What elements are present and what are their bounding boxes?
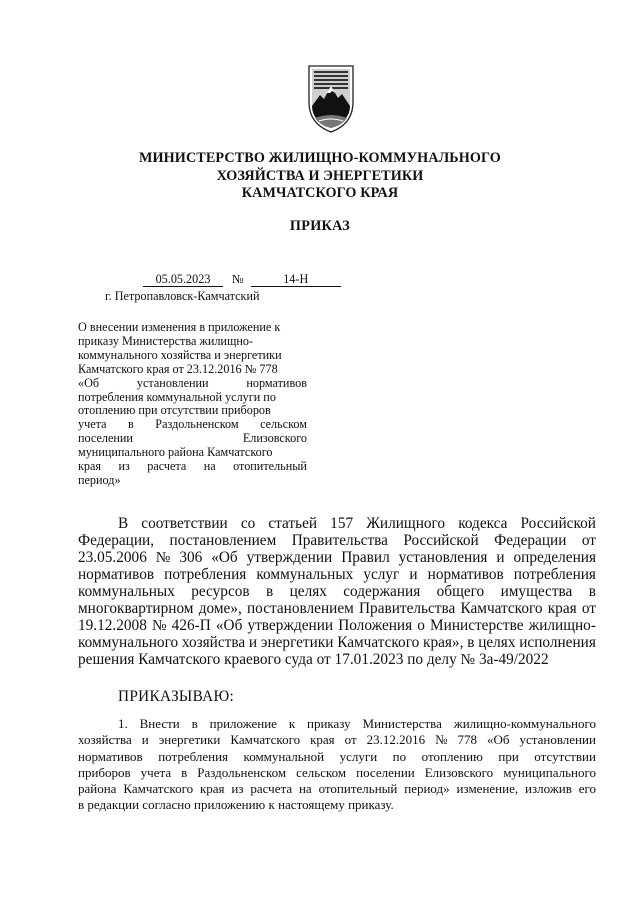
- word: период»: [404, 781, 450, 797]
- word: утверждении: [246, 549, 333, 566]
- word: 778: [457, 732, 478, 748]
- word: целях: [478, 634, 516, 651]
- word: расчета: [250, 781, 293, 797]
- subject-line: приказу Министерства жилищно-: [78, 333, 254, 348]
- word: №: [435, 732, 448, 748]
- word: из: [118, 459, 130, 474]
- word: со: [240, 515, 256, 532]
- subject-line: муниципального района Камчатского: [78, 445, 273, 460]
- word: установления: [398, 549, 488, 566]
- word: определения: [513, 549, 596, 566]
- subject-line: Камчатского края от 23.12.2016 № 778: [78, 361, 278, 376]
- word: и: [496, 549, 505, 566]
- word: и: [141, 732, 149, 748]
- preamble-line: [78, 566, 596, 583]
- word: «Об: [487, 732, 510, 748]
- word: энергетики: [158, 732, 221, 748]
- word: учета: [140, 764, 172, 780]
- word: 426-П: [171, 617, 211, 634]
- item-line: [78, 765, 596, 781]
- word: целях: [289, 583, 327, 600]
- word: приложение: [209, 716, 277, 731]
- word: Камчатского: [123, 781, 194, 797]
- word: коммунальной: [243, 748, 325, 764]
- subject-line: О внесении изменения в приложение к: [78, 320, 281, 334]
- word: приборов: [78, 764, 131, 780]
- word: муниципального: [503, 764, 596, 780]
- word: его: [578, 781, 596, 797]
- word: поселении: [356, 764, 415, 780]
- word: Камчатского: [337, 634, 420, 651]
- word: Федерации: [494, 532, 567, 549]
- word: изменение,: [456, 781, 519, 797]
- word: нормативов: [78, 748, 143, 764]
- word: в: [191, 716, 198, 731]
- subject-line: [78, 377, 307, 391]
- word: 306: [179, 549, 203, 566]
- word: при: [498, 748, 519, 764]
- word: о: [417, 617, 425, 634]
- word: и: [248, 634, 258, 651]
- preamble-line: [78, 617, 596, 634]
- word: №: [155, 549, 171, 566]
- word: Елизовского: [424, 764, 494, 780]
- word: Российской: [520, 515, 596, 532]
- order-city: г. Петропавловск-Камчатский: [105, 289, 260, 303]
- word: «Об: [211, 549, 238, 566]
- word: постановлением: [247, 600, 354, 617]
- word: 23.12.2016: [366, 732, 426, 748]
- subject-line: потребления коммунальной услуги по: [78, 389, 276, 404]
- word: коммунального: [78, 634, 179, 651]
- word: Положения: [338, 617, 413, 634]
- word: содержания: [343, 583, 421, 600]
- word: Федерации,: [78, 532, 155, 549]
- word: нормативов: [78, 566, 155, 583]
- word: соответствии: [141, 515, 228, 532]
- subject-line: [78, 460, 307, 474]
- subject-line: [78, 418, 307, 432]
- word: Камчатского: [230, 732, 301, 748]
- item-line: [78, 732, 596, 748]
- ministry-name-line: ХОЗЯЙСТВА И ЭНЕРГЕТИКИ: [216, 167, 424, 184]
- number-sign: №: [232, 272, 244, 286]
- word: из: [231, 781, 244, 797]
- subject-line: отоплению при отсутствии приборов: [78, 403, 271, 418]
- word: установлении: [136, 375, 209, 390]
- word: на: [203, 459, 216, 474]
- word: кодекса: [458, 515, 508, 532]
- ministry-name: [0, 150, 640, 203]
- word: от: [581, 600, 596, 617]
- word: услуги: [339, 748, 378, 764]
- item-line: [78, 781, 596, 797]
- word: потребления: [513, 566, 596, 583]
- subject-line: [78, 432, 307, 446]
- word: имущества: [500, 583, 573, 600]
- word: Жилищного: [366, 515, 446, 532]
- word: общего: [436, 583, 485, 600]
- word: жилищно-коммунального: [453, 716, 596, 731]
- item-line: в редакции согласно приложению к настоящему приказу.: [78, 797, 394, 813]
- word: ресурсов: [191, 583, 250, 600]
- word: в: [467, 634, 475, 651]
- word: от: [581, 532, 596, 549]
- preamble-line: [78, 583, 596, 600]
- word: Раздольненском: [197, 764, 287, 780]
- word: №: [151, 617, 167, 634]
- ministry-name-line: КАМЧАТСКОГО КРАЯ: [241, 185, 399, 201]
- word: и: [409, 566, 418, 583]
- word: услуг: [363, 566, 400, 583]
- item-line: [78, 716, 596, 732]
- word: по: [392, 748, 407, 764]
- word: Министерства: [362, 716, 442, 731]
- word: Раздольненском: [155, 417, 239, 432]
- word: отсутствии: [534, 748, 596, 764]
- word: доме»,: [198, 600, 242, 617]
- word: хозяйства: [78, 732, 132, 748]
- word: нормативов: [246, 375, 307, 390]
- word: района: [78, 781, 117, 797]
- order-meta: [100, 271, 341, 304]
- word: «Об: [215, 617, 243, 634]
- word: отопительный: [318, 781, 398, 797]
- word: поселении: [78, 431, 133, 446]
- word: Камчатского: [460, 600, 543, 617]
- subject-line: период»: [78, 472, 121, 487]
- word: Правительства: [291, 532, 388, 549]
- word: постановлением: [169, 532, 277, 549]
- word: к: [288, 716, 296, 731]
- word: нормативов: [427, 566, 504, 583]
- word: статьей: [268, 515, 318, 532]
- word: края: [310, 732, 335, 748]
- order-item-1: [78, 716, 596, 814]
- word: Российской: [403, 532, 479, 549]
- word: установлении: [519, 732, 596, 748]
- word: хозяйства: [181, 634, 246, 651]
- word: учета: [78, 417, 107, 432]
- word: «Об: [78, 375, 100, 390]
- word: многоквартирном: [78, 600, 194, 617]
- word: 1.: [118, 716, 128, 731]
- word: В: [118, 515, 129, 532]
- word: сельском: [260, 417, 307, 432]
- word: жилищно-: [528, 617, 596, 634]
- word: в: [128, 417, 134, 432]
- word: изложив: [525, 781, 572, 797]
- word: в: [588, 583, 596, 600]
- word: на: [298, 781, 312, 797]
- word: утверждении: [247, 617, 334, 634]
- word: в: [265, 583, 274, 600]
- ministry-name-line: МИНИСТЕРСТВО ЖИЛИЩНО-КОММУНАЛЬНОГО: [139, 150, 501, 166]
- preamble-line: [78, 600, 596, 617]
- order-subject: [78, 321, 307, 488]
- word: Правительства: [359, 600, 456, 617]
- word: энергетики: [260, 634, 334, 651]
- word: коммунальных: [78, 583, 175, 600]
- preamble-line: [78, 532, 596, 549]
- order-date: 05.05.2023: [143, 273, 223, 287]
- preamble-line: [78, 634, 596, 651]
- word: Правил: [341, 549, 390, 566]
- preamble-line: [78, 549, 596, 566]
- kamchatka-coat-of-arms-icon: [305, 62, 357, 134]
- subject-line: коммунального хозяйства и энергетики: [78, 347, 282, 362]
- word: 23.05.2006: [78, 549, 147, 566]
- word: Министерстве: [430, 617, 524, 634]
- word: 19.12.2008: [78, 617, 147, 634]
- word: края: [547, 600, 577, 617]
- word: сельском: [296, 764, 347, 780]
- word: потребления: [158, 748, 229, 764]
- word: Внести: [139, 716, 180, 731]
- word: от: [344, 732, 357, 748]
- preamble-paragraph: [78, 515, 596, 668]
- word: Елизовского: [242, 431, 307, 446]
- word: отопительный: [233, 459, 307, 474]
- word: края: [199, 781, 225, 797]
- document-type-title: ПРИКАЗ: [289, 218, 351, 234]
- word: коммунальных: [256, 566, 354, 583]
- preamble-line: [78, 515, 596, 532]
- word: 157: [330, 515, 354, 532]
- word: расчета: [147, 459, 187, 474]
- item-line: [78, 749, 596, 765]
- word: в: [181, 764, 188, 780]
- decree-word: ПРИКАЗЫВАЮ:: [118, 688, 235, 705]
- word: края»,: [423, 634, 464, 651]
- order-number: 14-Н: [251, 273, 341, 287]
- word: отоплению: [421, 748, 483, 764]
- word: исполнения: [519, 634, 596, 651]
- word: потребления: [164, 566, 247, 583]
- word: края: [78, 459, 102, 474]
- preamble-line: решения Камчатского краевого суда от 17.01.2023 по делу № 3а-49/2022: [78, 651, 549, 668]
- word: приказу: [307, 716, 351, 731]
